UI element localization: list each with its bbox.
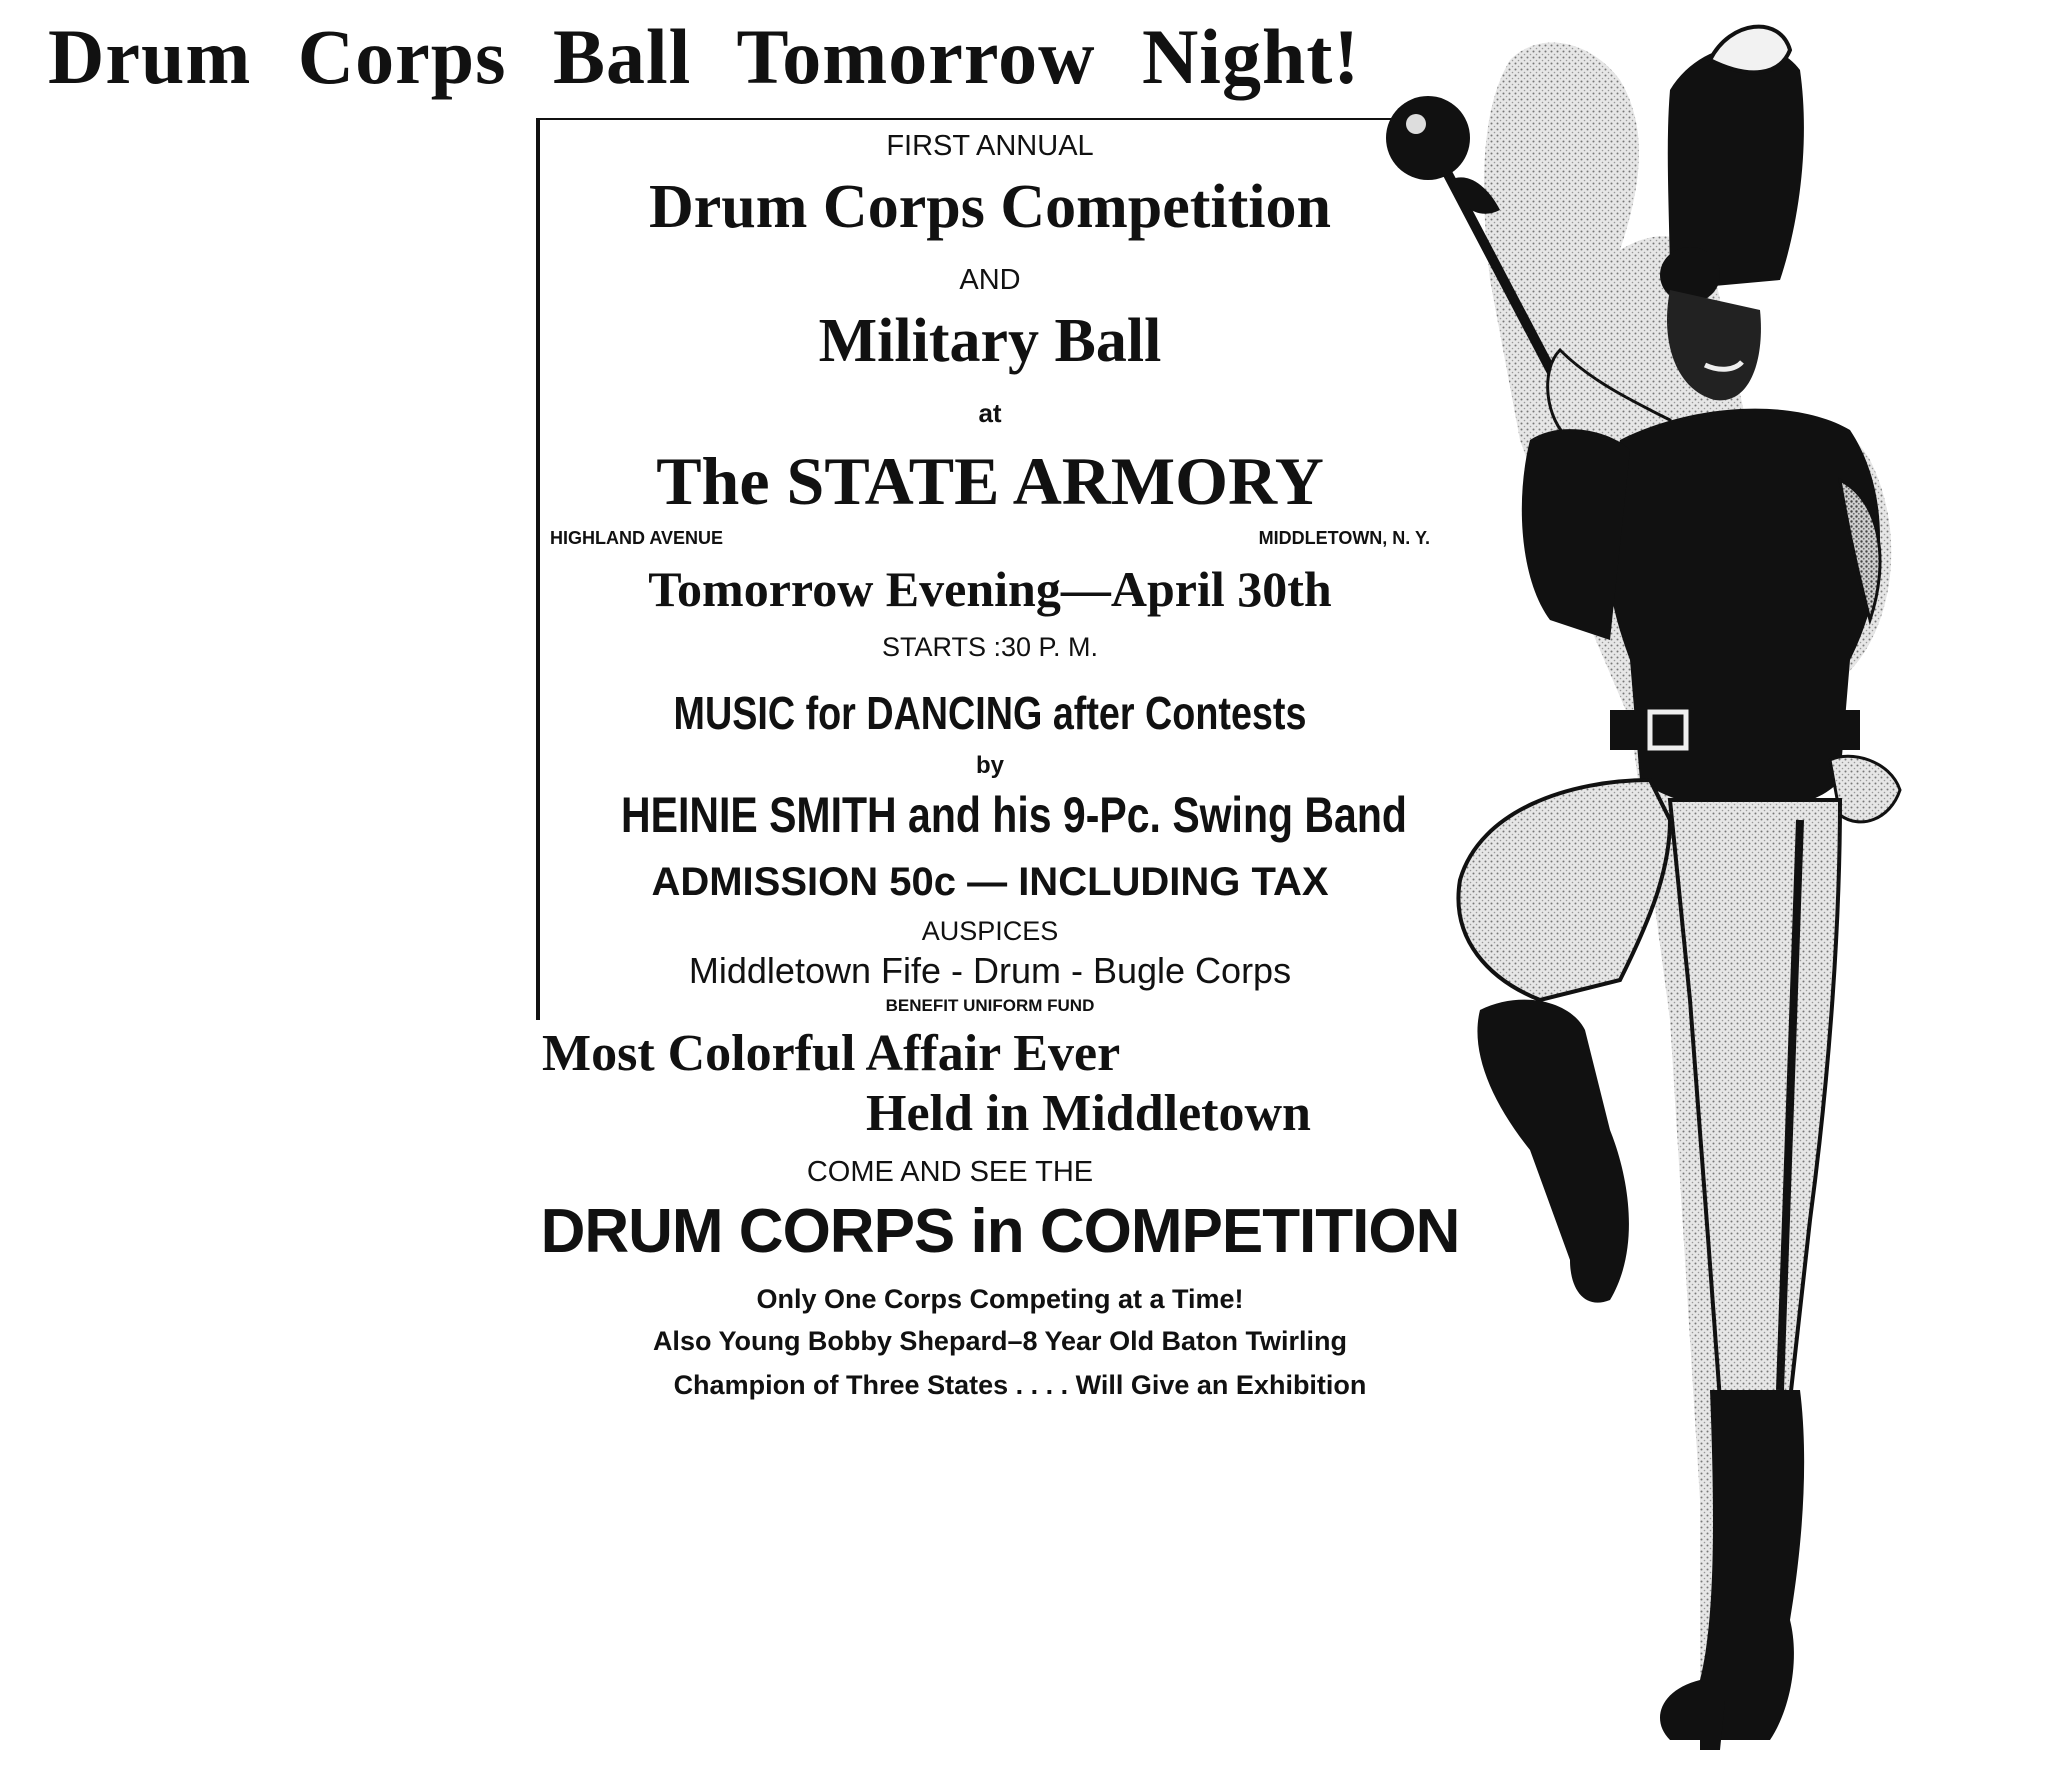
address-right: MIDDLETOWN, N. Y. bbox=[1258, 528, 1430, 548]
standing-boot bbox=[1660, 1390, 1804, 1740]
competition-title: Drum Corps Competition bbox=[649, 173, 1331, 241]
corps-line: Middletown Fife - Drum - Bugle Corps bbox=[688, 950, 1292, 991]
benefit-text: BENEFIT UNIFORM FUND bbox=[885, 996, 1095, 1015]
band-line: HEINIE SMITH and his 9-Pc. Swing Band bbox=[621, 787, 1407, 843]
colorful-line-2: Held in Middletown bbox=[866, 1085, 1311, 1142]
by-text: by bbox=[975, 752, 1004, 779]
drum-majorette-icon bbox=[1370, 20, 2048, 1769]
first-annual-text: FIRST ANNUAL bbox=[886, 130, 1094, 162]
colorful-line-1: Most Colorful Affair Ever bbox=[542, 1025, 1121, 1082]
baton-ball bbox=[1386, 96, 1470, 180]
at-text: at bbox=[978, 398, 1002, 428]
champion-text: Champion of Three States . . . . Will Give an Exhibition bbox=[673, 1370, 1367, 1400]
start-time: STARTS :30 P. M. bbox=[881, 632, 1099, 662]
raised-leg bbox=[1458, 780, 1670, 1000]
address-left: HIGHLAND AVENUE bbox=[550, 528, 724, 548]
come-and-see-text: COME AND SEE THE bbox=[806, 1156, 1094, 1188]
venue-title: The STATE ARMORY bbox=[656, 443, 1324, 519]
hat-plume bbox=[1710, 27, 1790, 73]
raised-boot bbox=[1477, 1000, 1628, 1303]
headline: Drum Corps Ball Tomorrow Night! bbox=[48, 13, 1361, 100]
and-text: AND bbox=[959, 264, 1021, 296]
admission-line: ADMISSION 50c — INCLUDING TAX bbox=[651, 860, 1329, 904]
advertisement-box bbox=[536, 118, 1440, 1020]
drum-corps-competition-title: DRUM CORPS in COMPETITION bbox=[540, 1197, 1460, 1266]
date-line: Tomorrow Evening—April 30th bbox=[648, 561, 1332, 617]
bobby-shepard-text: Also Young Bobby Shepard–8 Year Old Baton Twirling bbox=[652, 1326, 1348, 1356]
music-line: MUSIC for DANCING after Contests bbox=[673, 687, 1307, 739]
military-ball-title: Military Ball bbox=[818, 307, 1162, 375]
one-corps-text: Only One Corps Competing at a Time! bbox=[756, 1284, 1244, 1314]
drum-majorette-illustration bbox=[1370, 20, 2048, 1769]
auspices-text: AUSPICES bbox=[921, 916, 1059, 946]
